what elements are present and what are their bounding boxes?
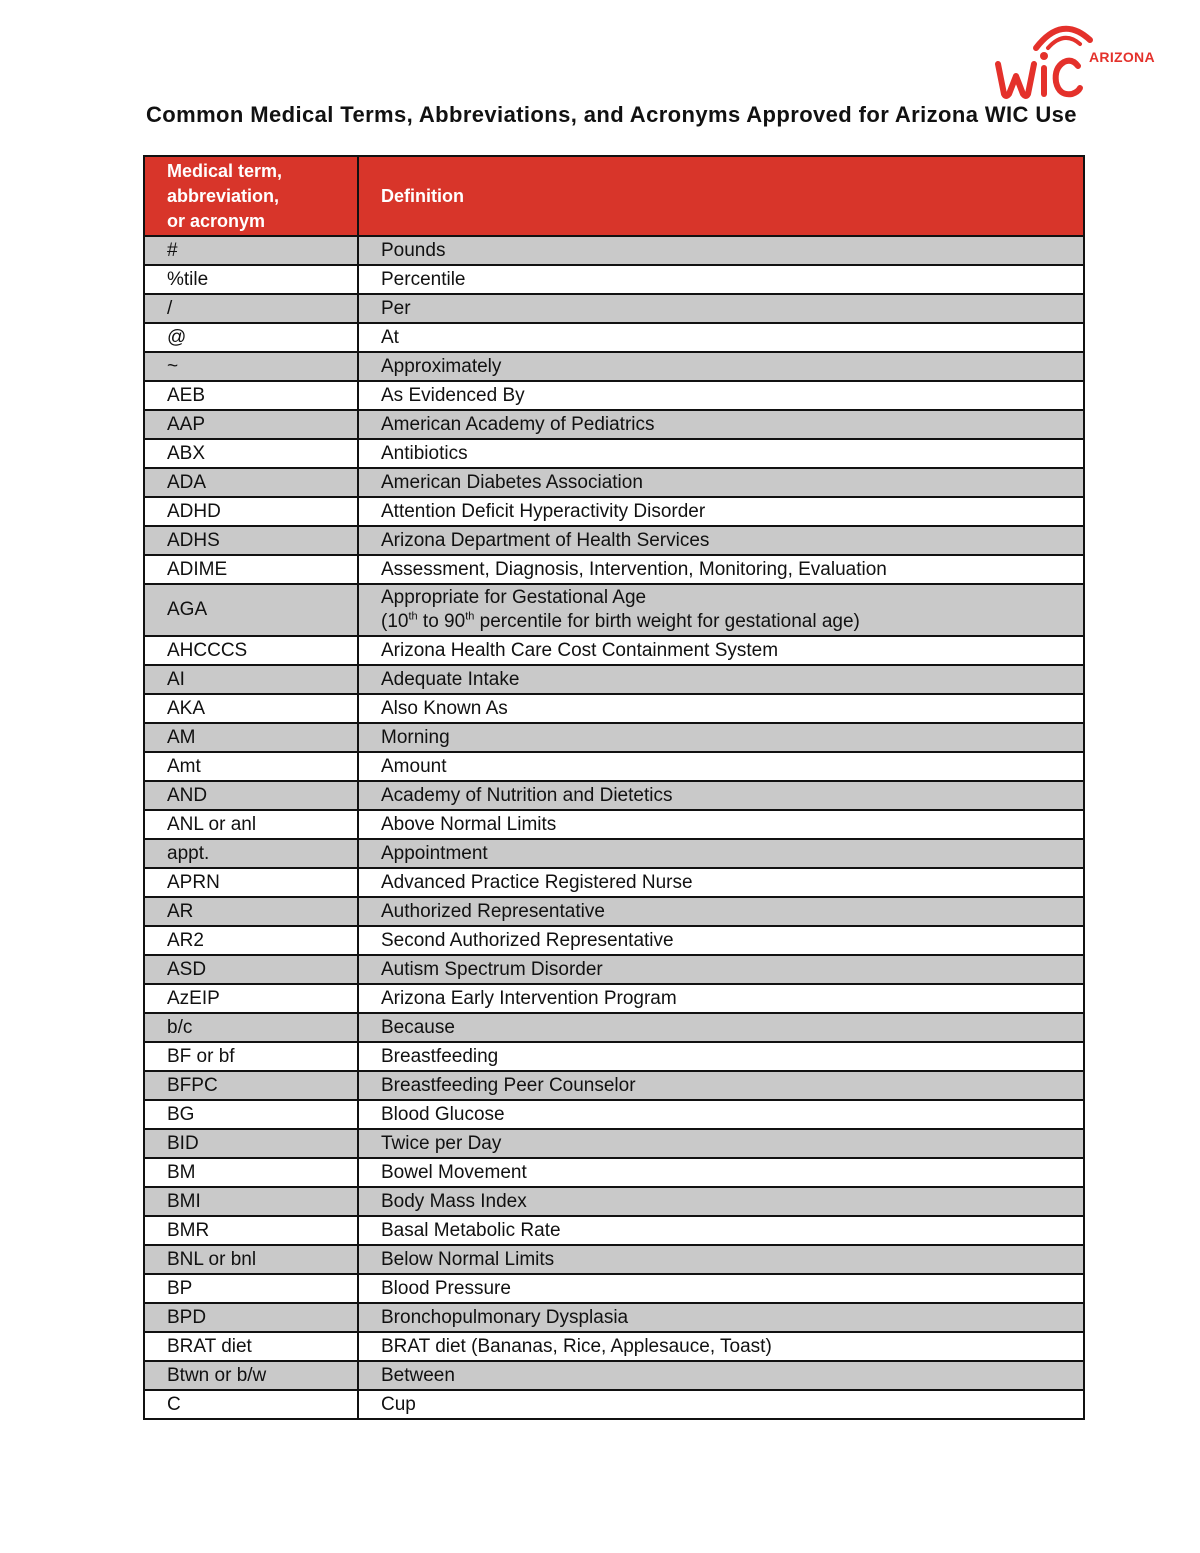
term-cell: BP	[144, 1274, 358, 1303]
definition-note	[381, 610, 1083, 634]
table-row	[144, 897, 1084, 926]
terms-table	[143, 155, 1085, 1420]
term-cell: BMI	[144, 1187, 358, 1216]
definition-cell: Body Mass Index	[358, 1187, 1084, 1216]
term-cell: ADHS	[144, 526, 358, 555]
term-cell: BG	[144, 1100, 358, 1129]
term-cell: %tile	[144, 265, 358, 294]
definition-cell: Per	[358, 294, 1084, 323]
table-row	[144, 1274, 1084, 1303]
term-cell: ADHD	[144, 497, 358, 526]
definition-cell: Second Authorized Representative	[358, 926, 1084, 955]
logo-w-letter	[998, 64, 1034, 96]
definition-cell: Arizona Health Care Cost Containment System	[358, 636, 1084, 665]
term-cell: AM	[144, 723, 358, 752]
table-row	[144, 323, 1084, 352]
term-cell: Btwn or b/w	[144, 1361, 358, 1390]
table-row	[144, 497, 1084, 526]
table-row	[144, 236, 1084, 265]
table-row	[144, 694, 1084, 723]
definition-cell	[358, 584, 1084, 636]
definition-cell: Breastfeeding Peer Counselor	[358, 1071, 1084, 1100]
term-cell: BFPC	[144, 1071, 358, 1100]
table-row	[144, 839, 1084, 868]
definition-cell: Between	[358, 1361, 1084, 1390]
term-cell: AI	[144, 665, 358, 694]
table-row	[144, 868, 1084, 897]
term-cell: ~	[144, 352, 358, 381]
definition-cell: Academy of Nutrition and Dietetics	[358, 781, 1084, 810]
definition-cell: Pounds	[358, 236, 1084, 265]
definition-cell: Blood Pressure	[358, 1274, 1084, 1303]
table-row	[144, 636, 1084, 665]
term-cell: /	[144, 294, 358, 323]
term-cell: AzEIP	[144, 984, 358, 1013]
definition-note-part: percentile for birth weight for gestational age)	[474, 611, 860, 632]
table-row	[144, 584, 1084, 636]
table-row	[144, 1100, 1084, 1129]
definition-cell: Bowel Movement	[358, 1158, 1084, 1187]
page-title: Common Medical Terms, Abbreviations, and Acronyms Approved for Arizona WIC Use	[146, 102, 1077, 127]
term-cell: ABX	[144, 439, 358, 468]
table-row	[144, 1303, 1084, 1332]
term-cell: AND	[144, 781, 358, 810]
table-row	[144, 984, 1084, 1013]
definition-cell: Blood Glucose	[358, 1100, 1084, 1129]
definition-cell: At	[358, 323, 1084, 352]
term-cell: @	[144, 323, 358, 352]
term-cell: AGA	[144, 584, 358, 636]
definition-cell: Twice per Day	[358, 1129, 1084, 1158]
definition-cell: Above Normal Limits	[358, 810, 1084, 839]
term-cell: BPD	[144, 1303, 358, 1332]
term-cell: AEB	[144, 381, 358, 410]
logo-state-label: ARIZONA	[1089, 49, 1155, 65]
definition-cell: Attention Deficit Hyperactivity Disorder	[358, 497, 1084, 526]
table-row	[144, 1245, 1084, 1274]
term-cell: ADA	[144, 468, 358, 497]
table-row	[144, 1071, 1084, 1100]
definition-cell: Below Normal Limits	[358, 1245, 1084, 1274]
logo-c-letter	[1056, 61, 1080, 95]
definition-cell: Morning	[358, 723, 1084, 752]
term-cell: ADIME	[144, 555, 358, 584]
table-row	[144, 1042, 1084, 1071]
definition-cell: Advanced Practice Registered Nurse	[358, 868, 1084, 897]
term-cell: BRAT diet	[144, 1332, 358, 1361]
table-row	[144, 1129, 1084, 1158]
header-term	[144, 156, 358, 236]
logo-i-dot	[1040, 52, 1048, 60]
table-row	[144, 723, 1084, 752]
term-cell: #	[144, 236, 358, 265]
definition-cell: Antibiotics	[358, 439, 1084, 468]
header-term-line2: abbreviation,	[167, 185, 280, 206]
table-row	[144, 781, 1084, 810]
definition-cell: Amount	[358, 752, 1084, 781]
term-cell: AR2	[144, 926, 358, 955]
definition-cell: Adequate Intake	[358, 665, 1084, 694]
term-cell: appt.	[144, 839, 358, 868]
term-cell: C	[144, 1390, 358, 1419]
definition-cell: BRAT diet (Bananas, Rice, Applesauce, Toast)	[358, 1332, 1084, 1361]
table-row	[144, 555, 1084, 584]
definition-cell: Also Known As	[358, 694, 1084, 723]
table-body	[144, 236, 1084, 1419]
definition-cell: Bronchopulmonary Dysplasia	[358, 1303, 1084, 1332]
definition-note-part: to 90	[417, 611, 466, 632]
table-row	[144, 1332, 1084, 1361]
term-cell: BF or bf	[144, 1042, 358, 1071]
term-cell: AHCCCS	[144, 636, 358, 665]
definition-cell: Authorized Representative	[358, 897, 1084, 926]
term-cell: b/c	[144, 1013, 358, 1042]
definition-cell: Approximately	[358, 352, 1084, 381]
table-row	[144, 1390, 1084, 1419]
definition-text: Appropriate for Gestational Age	[381, 587, 647, 608]
term-cell: AAP	[144, 410, 358, 439]
table-row	[144, 381, 1084, 410]
header-definition: Definition	[358, 156, 1084, 236]
definition-cell: Percentile	[358, 265, 1084, 294]
table-row	[144, 1013, 1084, 1042]
definition-cell: Arizona Department of Health Services	[358, 526, 1084, 555]
table-row	[144, 468, 1084, 497]
table-row	[144, 955, 1084, 984]
table-row	[144, 294, 1084, 323]
table-row	[144, 926, 1084, 955]
logo-swoosh-inner	[1048, 38, 1080, 48]
term-cell: APRN	[144, 868, 358, 897]
table-row	[144, 439, 1084, 468]
definition-cell: As Evidenced By	[358, 381, 1084, 410]
definition-cell: Autism Spectrum Disorder	[358, 955, 1084, 984]
table-row	[144, 1216, 1084, 1245]
term-cell: AKA	[144, 694, 358, 723]
term-cell: ANL or anl	[144, 810, 358, 839]
table-row	[144, 265, 1084, 294]
term-cell: Amt	[144, 752, 358, 781]
definition-note-part: (10	[381, 611, 409, 632]
table-row	[144, 752, 1084, 781]
table-row	[144, 1187, 1084, 1216]
table-row	[144, 1361, 1084, 1390]
table-row	[144, 665, 1084, 694]
term-cell: ASD	[144, 955, 358, 984]
definition-cell: American Diabetes Association	[358, 468, 1084, 497]
table-row	[144, 810, 1084, 839]
definition-cell: Cup	[358, 1390, 1084, 1419]
term-cell: BM	[144, 1158, 358, 1187]
term-cell: BNL or bnl	[144, 1245, 358, 1274]
definition-note-part: th	[465, 610, 475, 623]
table-row	[144, 410, 1084, 439]
header-term-line1: Medical term,	[167, 160, 283, 181]
term-cell: AR	[144, 897, 358, 926]
definition-cell: Arizona Early Intervention Program	[358, 984, 1084, 1013]
header-term-line3: or acronym	[167, 210, 266, 231]
definition-note-part: th	[408, 610, 418, 623]
definition-cell: Assessment, Diagnosis, Intervention, Monitoring, Evaluation	[358, 555, 1084, 584]
table-row	[144, 352, 1084, 381]
term-cell: BMR	[144, 1216, 358, 1245]
definition-cell: Basal Metabolic Rate	[358, 1216, 1084, 1245]
table-row	[144, 526, 1084, 555]
table-header-row	[144, 156, 1084, 236]
term-cell: BID	[144, 1129, 358, 1158]
definition-cell: American Academy of Pediatrics	[358, 410, 1084, 439]
definition-cell: Appointment	[358, 839, 1084, 868]
table-row	[144, 1158, 1084, 1187]
definition-cell: Breastfeeding	[358, 1042, 1084, 1071]
definition-cell: Because	[358, 1013, 1084, 1042]
